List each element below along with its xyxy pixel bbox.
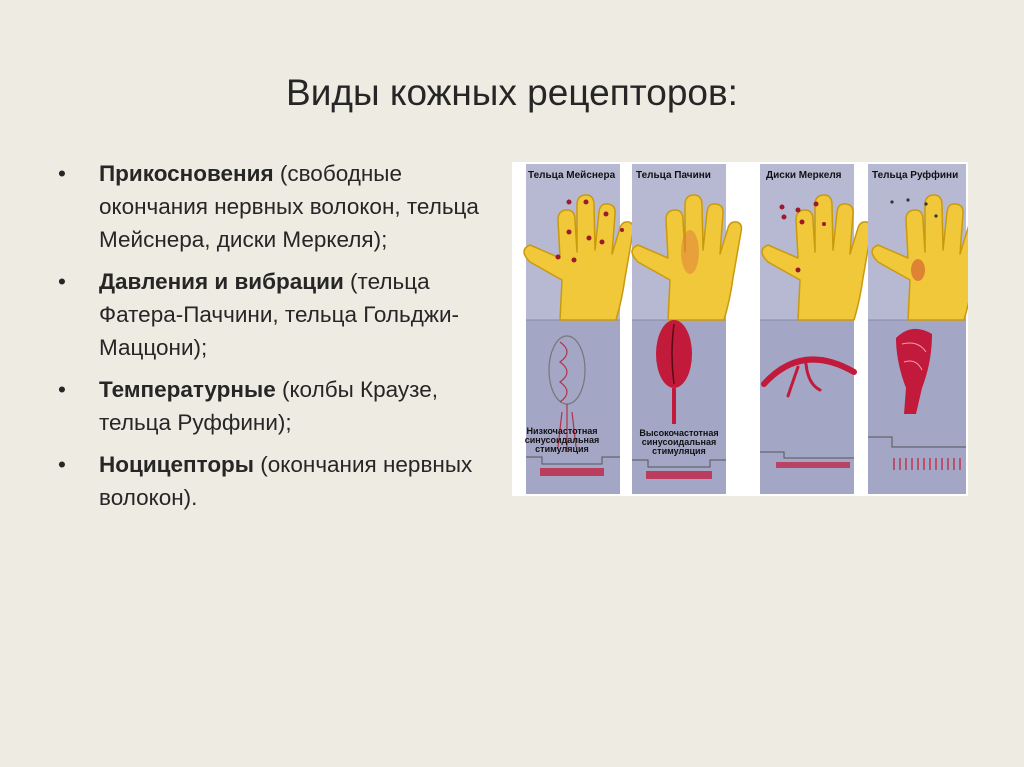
stim-line-3: стимуляция bbox=[652, 446, 706, 456]
receptor-figure bbox=[512, 162, 968, 496]
panel-merkel-label: Диски Меркеля bbox=[766, 170, 842, 181]
stim-line-1: Низкочастотная bbox=[526, 426, 598, 436]
bullet-nociceptors-term: Ноцицепторы bbox=[99, 452, 255, 477]
bullet-temperature-term: Температурные bbox=[99, 377, 276, 402]
stim-line-1: Высокочастотная bbox=[639, 428, 719, 438]
bullet-pressure-desc: (тельца Фатера-Паччини, тельца Гольджи-Маццони); bbox=[99, 269, 460, 360]
bullet-list bbox=[58, 157, 498, 523]
bullet-pressure-term: Давления и вибрации bbox=[99, 269, 344, 294]
bullet-touch-desc: (свободные окончания нервных волокон, тельца Мейснера, диски Меркеля); bbox=[99, 161, 479, 252]
panel-pacini-label: Тельца Пачини bbox=[636, 170, 711, 181]
bullet-touch bbox=[58, 157, 498, 256]
receptor-illustration bbox=[512, 162, 968, 496]
panel-pacini bbox=[632, 164, 742, 494]
bullet-nociceptors-desc: (окончания нервных волокон). bbox=[99, 452, 473, 510]
stim-line-2: синусоидальная bbox=[524, 435, 600, 445]
panel-meissner bbox=[524, 164, 634, 494]
panel-meissner-label: Тельца Мейснера bbox=[528, 170, 616, 181]
bullet-temperature bbox=[58, 373, 498, 439]
bullet-temperature-desc: (колбы Краузе, тельца Руффини); bbox=[99, 377, 438, 435]
stim-line-3: стимуляция bbox=[535, 444, 589, 454]
bullet-touch-term: Прикосновения bbox=[99, 161, 274, 186]
slide-title: Виды кожных рецепторов: bbox=[286, 72, 738, 113]
bullet-nociceptors bbox=[58, 448, 498, 514]
panel-merkel bbox=[760, 164, 872, 494]
panel-ruffini-label: Тельца Руффини bbox=[872, 170, 959, 181]
stim-line-2: синусоидальная bbox=[641, 437, 717, 447]
panel-ruffini bbox=[868, 164, 968, 494]
bullet-pressure bbox=[58, 265, 498, 364]
